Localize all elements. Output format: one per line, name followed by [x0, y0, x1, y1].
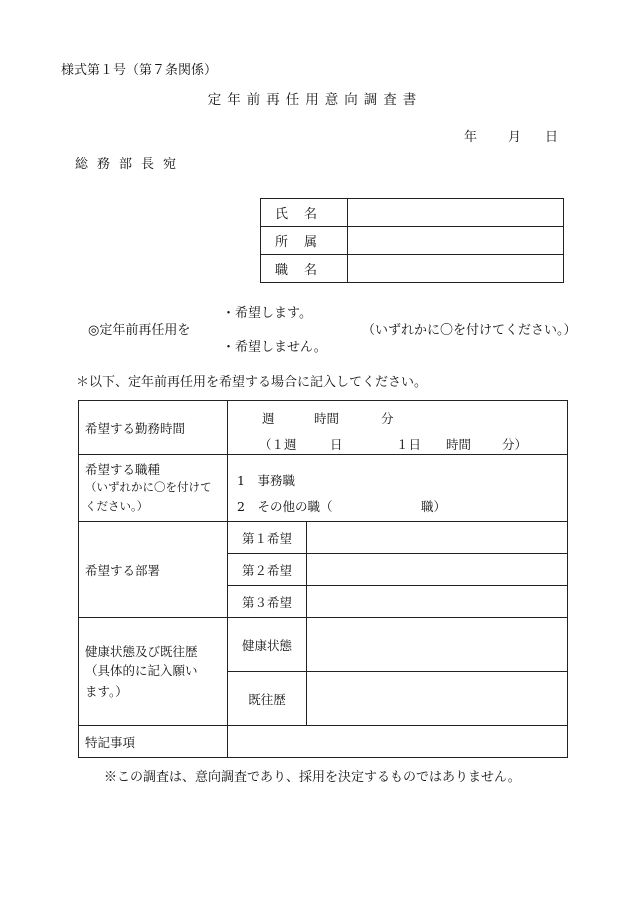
job-type-options: [228, 455, 568, 522]
week-unit: 週: [262, 411, 275, 426]
footer-disclaimer: ※この調査は、意向調査であり、採用を決定するものではありません。: [104, 770, 521, 785]
applicant-info-table: [260, 198, 564, 283]
form-number-label: 様式第１号（第７条関係）: [61, 63, 218, 78]
option-no-wish[interactable]: ・希望しません。: [222, 340, 327, 355]
job-option-other[interactable]: 2 その他の職（: [237, 499, 333, 514]
job-type-cell: [79, 455, 228, 522]
position-label: 職名: [261, 255, 348, 283]
affiliation-field[interactable]: [348, 227, 564, 255]
date-day-label: 日: [545, 130, 559, 145]
preference-table: [78, 400, 568, 758]
remarks-field[interactable]: [228, 726, 568, 758]
choice-3-field[interactable]: [307, 586, 568, 618]
health-status-label: 健康状態: [228, 618, 307, 672]
day-hours-unit: 時間: [446, 437, 472, 452]
health-instruction: （具体的に記入願い ます。）: [85, 662, 198, 699]
date-year-label: 年: [464, 130, 478, 145]
choice-3-label: 第３希望: [228, 586, 307, 618]
choice-2-label: 第２希望: [228, 554, 307, 586]
row-job-type: [79, 455, 568, 522]
one-day-label: １日: [396, 437, 422, 452]
info-row-name: [261, 199, 564, 227]
row-remarks: [79, 726, 568, 758]
remarks-label: 特記事項: [79, 726, 228, 758]
name-label: 氏名: [261, 199, 348, 227]
row-department-1: [79, 522, 568, 554]
affiliation-label: 所属: [261, 227, 348, 255]
row-work-hours: [79, 401, 568, 455]
job-option-other-suffix: 職）: [421, 499, 447, 514]
day-minutes-unit: 分）: [502, 437, 528, 452]
choice-2-field[interactable]: [307, 554, 568, 586]
days-unit: 日: [330, 437, 343, 452]
choice-1-label: 第１希望: [228, 522, 307, 554]
info-row-position: [261, 255, 564, 283]
health-label: 健康状態及び既往歴: [85, 643, 198, 659]
circle-instruction: （いずれかに〇を付けてください。）: [362, 323, 577, 338]
health-cell: [79, 618, 228, 726]
document-title: 定年前再任用意向調査書: [207, 92, 423, 108]
medical-history-label: 既往歴: [228, 672, 307, 726]
health-status-field[interactable]: [307, 618, 568, 672]
instruction-note: ＊以下、定年前再任用を希望する場合に記入してください。: [76, 375, 428, 390]
addressee: 総務部長宛: [75, 157, 186, 172]
hours-unit: 時間: [314, 411, 340, 426]
job-type-instruction: （いずれかに〇を付けて ください。）: [85, 480, 212, 513]
medical-history-field[interactable]: [307, 672, 568, 726]
work-hours-field[interactable]: [228, 401, 568, 455]
minutes-unit: 分: [381, 411, 394, 426]
choice-1-field[interactable]: [307, 522, 568, 554]
name-field[interactable]: [348, 199, 564, 227]
option-wish[interactable]: ・希望します。: [222, 306, 312, 321]
info-row-department: [261, 227, 564, 255]
department-label: 希望する部署: [79, 522, 228, 618]
job-option-clerical[interactable]: 1 事務職: [237, 473, 295, 488]
work-hours-label: 希望する勤務時間: [79, 401, 228, 455]
position-field[interactable]: [348, 255, 564, 283]
reemployment-label: ◎定年前再任用を: [88, 323, 191, 338]
per-week-open: （１週: [259, 437, 297, 452]
date-month-label: 月: [508, 130, 522, 145]
row-health: [79, 618, 568, 672]
job-type-label: 希望する職種: [85, 462, 161, 477]
